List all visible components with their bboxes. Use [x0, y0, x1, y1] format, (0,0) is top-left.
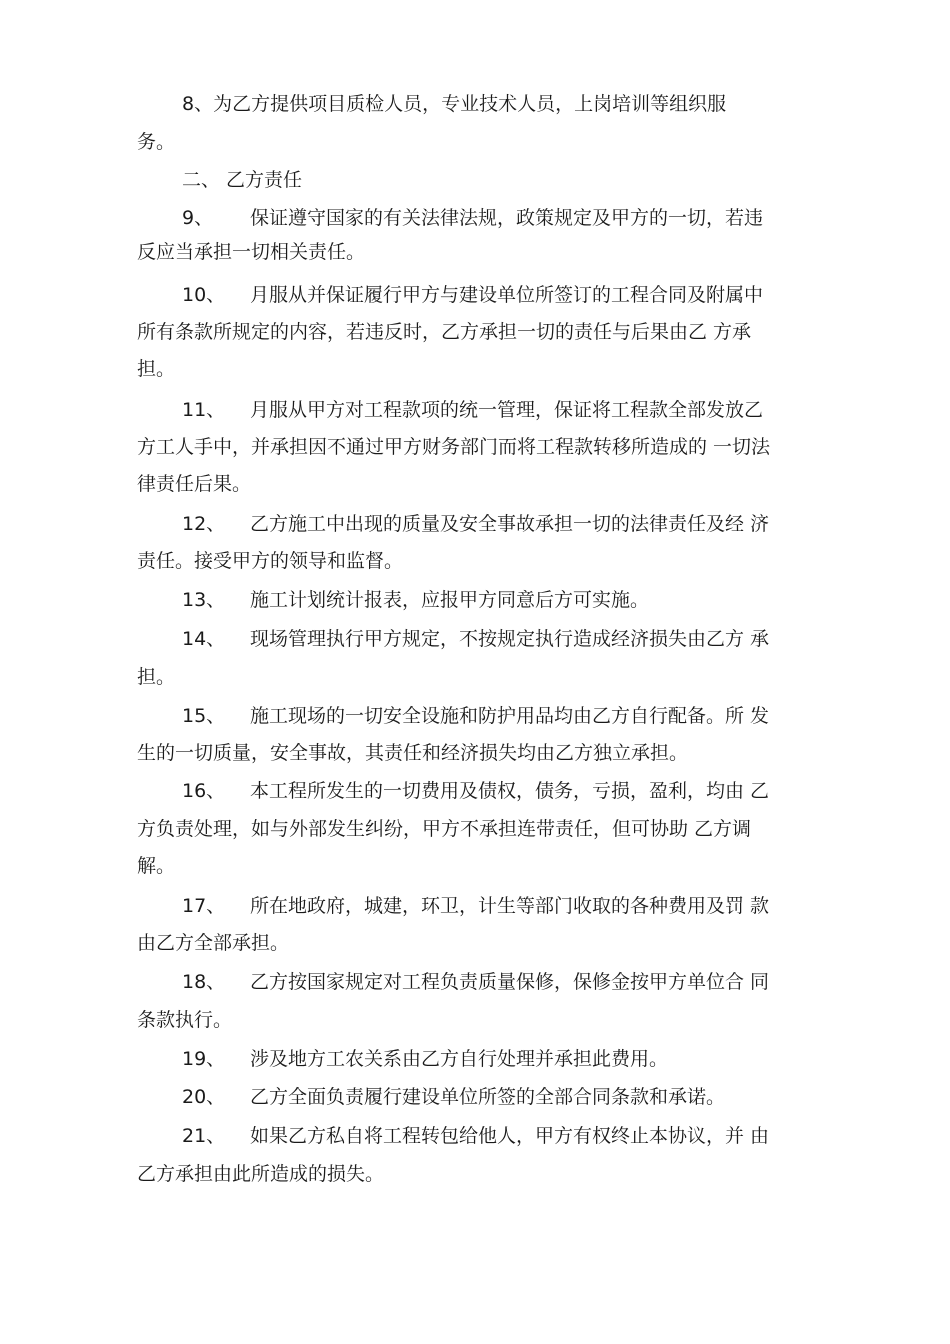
clause-11 [182, 398, 823, 422]
clause-text: 施工计划统计报表，应报甲方同意后方可实施。 [250, 589, 650, 611]
clause-number: 21、 [182, 1125, 226, 1147]
clause-8-line-2: 务。 [137, 131, 176, 153]
clause-16 [182, 779, 823, 803]
clause-text: 本工程所发生的一切费用及债权，债务，亏损，盈利，均由 乙 [250, 780, 770, 802]
clause-number: 16、 [182, 780, 226, 802]
clause-17 [182, 894, 823, 918]
clause-number: 17、 [182, 895, 226, 917]
clause-15 [182, 704, 823, 728]
clause-text: 现场管理执行甲方规定，不按规定执行造成经济损失由乙方 承 [250, 628, 770, 650]
clause-text: 保证遵守国家的有关法律法规，政策规定及甲方的一切，若违 [250, 207, 764, 229]
clause-16-line-3: 解。 [137, 855, 176, 877]
clause-17-line-2: 由乙方全部承担。 [137, 932, 290, 954]
clause-13 [182, 588, 823, 612]
clause-text: 施工现场的一切安全设施和防护用品均由乙方自行配备。所 发 [250, 705, 770, 727]
clause-20 [182, 1085, 823, 1109]
clause-text: 如果乙方私自将工程转包给他人，甲方有权终止本协议，并 由 [250, 1125, 770, 1147]
clause-text: 乙方全面负责履行建设单位所签的全部合同条款和承诺。 [250, 1086, 726, 1108]
clause-18-line-2: 条款执行。 [137, 1009, 233, 1031]
clause-10 [182, 283, 823, 307]
clause-number: 12、 [182, 513, 226, 535]
clause-21-line-2: 乙方承担由此所造成的损失。 [137, 1163, 385, 1185]
clause-9 [182, 206, 823, 230]
clause-8-line-1: 8、为乙方提供项目质检人员，专业技术人员，上岗培训等组织服 [182, 93, 727, 115]
clause-12 [182, 512, 823, 536]
clause-11-line-2: 方工人手中，并承担因不通过甲方财务部门而将工程款转移所造成的 一切法 [137, 436, 771, 458]
clause-number: 20、 [182, 1086, 226, 1108]
clause-text: 月服从并保证履行甲方与建设单位所签订的工程合同及附属中 [250, 284, 764, 306]
clause-number: 10、 [182, 284, 226, 306]
clause-12-line-2: 责任。接受甲方的领导和监督。 [137, 550, 404, 572]
clause-text: 乙方按国家规定对工程负责质量保修，保修金按甲方单位合 同 [250, 971, 770, 993]
clause-number: 19、 [182, 1048, 226, 1070]
clause-9-line-2: 反应当承担一切相关责任。 [137, 241, 366, 263]
clause-14-line-2: 担。 [137, 666, 176, 688]
section-title: 二、 乙方责任 [182, 169, 303, 191]
clause-text: 月服从甲方对工程款项的统一管理，保证将工程款全部发放乙 [250, 399, 764, 421]
clause-16-line-2: 方负责处理，如与外部发生纠纷，甲方不承担连带责任，但可协助 乙方调 [137, 818, 752, 840]
clause-text: 所在地政府，城建，环卫，计生等部门收取的各种费用及罚 款 [250, 895, 770, 917]
clause-text: 涉及地方工农关系由乙方自行处理并承担此费用。 [250, 1048, 669, 1070]
clause-10-line-2: 所有条款所规定的内容，若违反时，乙方承担一切的责任与后果由乙 方承 [137, 321, 752, 343]
clause-number: 11、 [182, 399, 226, 421]
clause-14 [182, 627, 823, 651]
clause-number: 15、 [182, 705, 226, 727]
clause-number: 13、 [182, 589, 226, 611]
clause-11-line-3: 律责任后果。 [137, 473, 252, 495]
clause-10-line-3: 担。 [137, 358, 176, 380]
clause-18 [182, 970, 823, 994]
clause-text: 乙方施工中出现的质量及安全事故承担一切的法律责任及经 济 [250, 513, 770, 535]
clause-number: 18、 [182, 971, 226, 993]
clause-number: 14、 [182, 628, 226, 650]
clause-number: 9、 [182, 207, 214, 229]
clause-15-line-2: 生的一切质量，安全事故，其责任和经济损失均由乙方独立承担。 [137, 742, 689, 764]
clause-21 [182, 1124, 823, 1148]
clause-19 [182, 1047, 823, 1071]
